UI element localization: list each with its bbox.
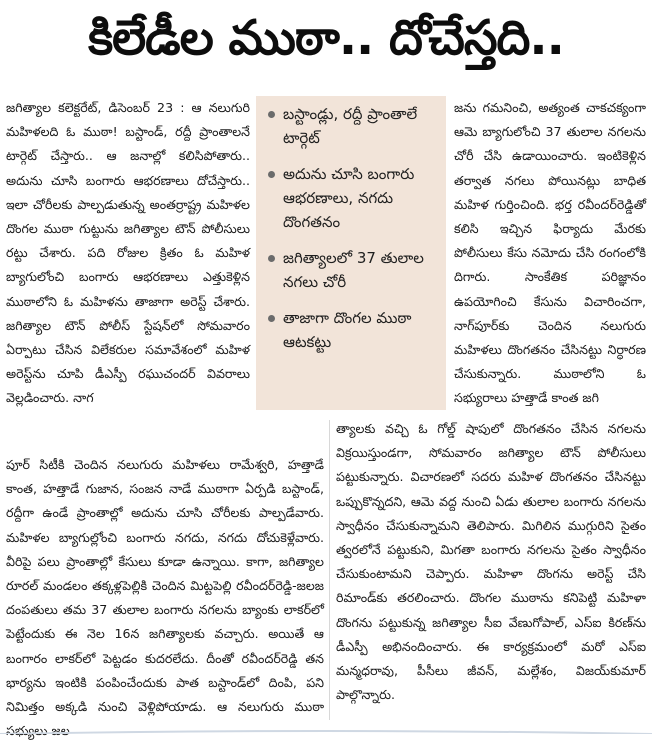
article-column-3	[454, 96, 646, 411]
article-column-1-lower	[6, 453, 324, 743]
bullet-icon	[268, 111, 275, 118]
highlight-text: బస్టాండ్లు, రద్దీ ప్రాంతాలే టార్గెట్	[283, 105, 418, 147]
highlight-item	[262, 246, 440, 294]
bullet-icon	[268, 315, 275, 322]
column-divider	[329, 420, 330, 720]
highlight-text: జగిత్యాలలో 37 తులాల నగలు చోరీ	[283, 249, 424, 291]
highlight-item	[262, 162, 440, 234]
article-column-bottom-right	[336, 417, 646, 707]
highlight-text: అదును చూసి బంగారు ఆభరణాలు, నగదు దొంగతనం	[283, 165, 415, 231]
article-column-1	[6, 96, 250, 411]
headline: కిలేడీల ముఠా.. దోచేస్తది..	[88, 10, 564, 66]
bottom-edge-decoration	[0, 728, 652, 734]
highlights-box	[256, 96, 446, 410]
bullet-icon	[268, 171, 275, 178]
article-paragraph-1: జగిత్యాల కలెక్టరేట్, డిసెంబర్ 23 : ఆ నలుగురి మహిళలది ఓ ముఠా! బస్టాండ్, రద్దీ ప్రాంతాలనే టార్గెట్ చేస్తారు.. ఆ జనాల్లో కలిసిపోతారు.. అదును చూసి బంగారు ఆభరణాలు దోచేస్తారు.. ఇలా చోరీలకు పాల్పడుతున్న అంతర్రాష్ట్ర మహిళల దొంగల ముఠా గుట్టును జగిత్యాల టౌన్ పోలీసులు రట్టు చేశారు. పది రోజుల క్రితం ఓ మహిళ బ్యాగులోంచి బంగారు ఆభరణాలు ఎత్తుకెళ్లిన ముఠాలోని ఓ మహిళను తాజాగా అరెస్ట్ చేశారు. జగిత్యాల టౌన్ పోలీస్ స్టేషన్‌లో సోమవారం ఏర్పాటు చేసిన విలేకరుల సమావేశంలో మహిళ అరెస్ట్‌ను చూపి డీఎస్పీ రఘుచందర్ వివరాలు వెల్లడించారు. నాగ	[6, 100, 250, 406]
highlight-item	[262, 306, 440, 354]
bullet-icon	[268, 255, 275, 262]
article-paragraph-2: పూర్ సిటీకి చెందిన నలుగురు మహిళలు రామేశ్వరి, హత్తాడే కాంత, హత్తాడే గుజాన, సంజన నాడే ముఠాగా ఏర్పడి బస్టాండ్, రద్దీగా ఉండే ప్రాంతాల్లో అదును చూసి చోరీలకు పాల్పడేవారు. మహిళల బ్యాగుల్లోంచి బంగారు నగదు, నగదు దోచుకెళ్లేవారు. వీరిపై పలు ప్రాంతాల్లో కేసులు కూడా ఉన్నాయి. కాగా, జగిత్యాల రూరల్ మండలం తక్కళ్లపెల్లికి చెందిన మిట్టపెల్లి రవీందర్‌రెడ్డి-జలజ దంపతులు తమ 37 తులాల బంగారు నగలను బ్యాంకు లాకర్‌లో పెట్టేందుకు ఈ నెల 16న జగిత్యాలకు వచ్చారు. అయితే ఆ బంగారం లాకర్‌లో పెట్టడం కుదరలేదు. దీంతో రవీందర్‌రెడ్డి తన భార్యను ఇంటికి పంపించేందుకు పాత బస్టాండ్‌లో దింపి, పని నిమిత్తం అక్కడి నుంచి వెళ్లిపోయాడు. ఆ నలుగురు ముఠా సభ్యులు జల	[6, 457, 324, 739]
article-paragraph-4: త్యాలకు వచ్చి ఓ గోల్డ్ షాపులో దొంగతనం చేసిన నగలను విక్రయిస్తుండగా, సోమవారం జగిత్యాల టౌన్ పోలీసులు పట్టుకున్నారు. విచారణలో సదరు మహిళ దొంగతనం చేసినట్టు ఒప్పుకొన్నదని, ఆమె వద్ద నుంచి ఏడు తులాల బంగారు నగలను స్వాధీనం చేసుకున్నామని తెలిపారు. మిగిలిన ముగ్గురిని సైతం త్వరలోనే పట్టుకుని, మిగతా బంగారు నగలను సైతం స్వాధీనం చేసుకుంటామని చెప్పారు. మహిళా దొంగను అరెస్ట్ చేసి రిమాండ్‌కు తరలించారు. దొంగల ముఠాను కనిపెట్టి మహిళా దొంగను పట్టుకున్న జగిత్యాల సీఐ వేణుగోపాల్, ఎస్ఐ కిరణ్‌ను డీఎస్పీ అభినందించారు. ఈ కార్యక్రమంలో మరో ఎస్ఐ మన్మధరావు, పీసీలు జీవన్, మల్లేశం, విజయ్‌కుమార్ పాల్గొన్నారు.	[336, 421, 646, 703]
highlight-text: తాజాగా దొంగల ముఠా ఆటకట్టు	[283, 309, 412, 351]
highlight-item	[262, 102, 440, 150]
article-paragraph-3: జను గమనించి, అత్యంత చాకచక్యంగా ఆమె బ్యాగులోంచి 37 తులాల నగలను చోరీ చేసి ఉడాయించారు. ఇంటికెళ్లిన తర్వాత నగలు పోయినట్లు బాధిత మహిళ గుర్తించింది. భర్త రవీందర్‌రెడ్డితో కలిసి ఇచ్చిన ఫిర్యాదు మేరకు పోలీసులు కేసు నమోదు చేసి రంగంలోకి దిగారు. సాంకేతిక పరిజ్ఞానం ఉపయోగించి కేసును విచారించగా, నాగ్‌పూర్‌కు చెందిన నలుగురు మహిళలు దొంగతనం చేసినట్టు నిర్ధారణ చేసుకున్నారు. ముఠాలోని ఓ సభ్యురాలు హత్తాడే కాంత జగి	[454, 100, 646, 406]
